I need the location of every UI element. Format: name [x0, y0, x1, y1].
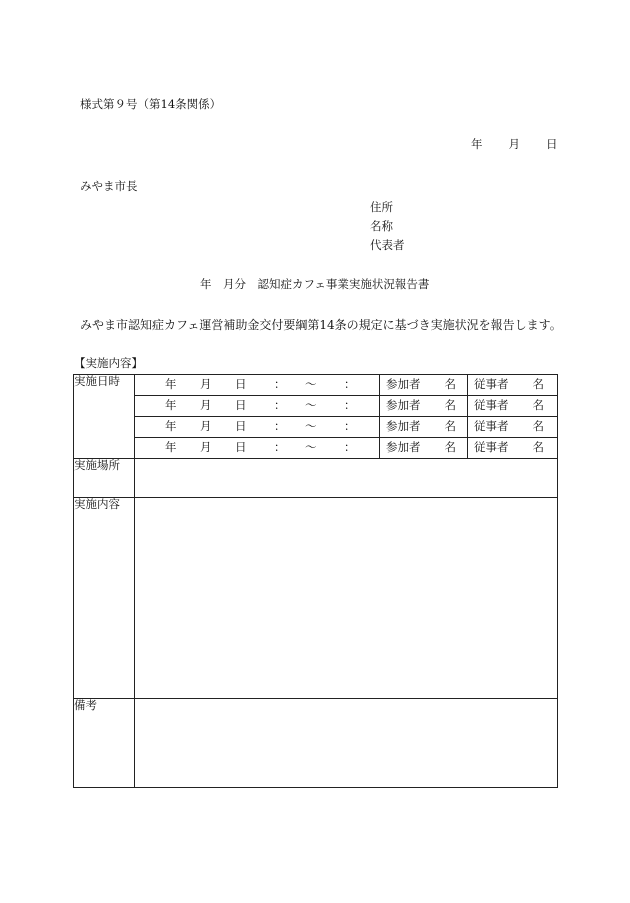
date-time-cell[interactable]: 年 月 日 ： ～ ： — [135, 375, 380, 396]
section-label: 【実施内容】 — [74, 356, 143, 370]
staff-cell[interactable]: 従事者 名 — [468, 375, 558, 396]
date-row — [74, 396, 558, 417]
participants-cell[interactable]: 参加者 名 — [380, 438, 468, 459]
place-row — [74, 459, 558, 498]
applicant-representative-label: 代表者 — [370, 238, 405, 252]
staff-cell[interactable]: 従事者 名 — [468, 438, 558, 459]
date-time-cell[interactable]: 年 月 日 ： ～ ： — [135, 438, 380, 459]
report-title: 年 月分 認知症カフェ事業実施状況報告書 — [200, 277, 430, 291]
date-label: 実施日時 — [74, 375, 135, 459]
submission-date — [471, 138, 558, 152]
date-month: 月 — [508, 137, 520, 151]
applicant-address-label: 住所 — [370, 200, 393, 214]
date-row — [74, 438, 558, 459]
content-row — [74, 498, 558, 699]
addressee: みやま市長 — [80, 179, 138, 193]
staff-cell[interactable]: 従事者 名 — [468, 396, 558, 417]
notes-field[interactable] — [135, 699, 558, 788]
notes-row — [74, 699, 558, 788]
applicant-block — [370, 198, 405, 255]
participants-cell[interactable]: 参加者 名 — [380, 417, 468, 438]
date-time-cell[interactable]: 年 月 日 ： ～ ： — [135, 396, 380, 417]
date-time-cell[interactable]: 年 月 日 ： ～ ： — [135, 417, 380, 438]
place-field[interactable] — [135, 459, 558, 498]
intro-text: みやま市認知症カフェ運営補助金交付要綱第14条の規定に基づき実施状況を報告します。 — [80, 318, 562, 332]
content-label: 実施内容 — [74, 498, 135, 699]
place-label: 実施場所 — [74, 459, 135, 498]
form-number: 様式第９号（第14条関係） — [80, 97, 222, 111]
notes-label: 備考 — [74, 699, 135, 788]
participants-cell[interactable]: 参加者 名 — [380, 396, 468, 417]
applicant-name-label: 名称 — [370, 219, 393, 233]
report-table — [73, 374, 558, 788]
date-year: 年 — [471, 137, 483, 151]
date-row — [74, 375, 558, 396]
date-row — [74, 417, 558, 438]
date-day: 日 — [546, 137, 558, 151]
content-field[interactable] — [135, 498, 558, 699]
participants-cell[interactable]: 参加者 名 — [380, 375, 468, 396]
staff-cell[interactable]: 従事者 名 — [468, 417, 558, 438]
